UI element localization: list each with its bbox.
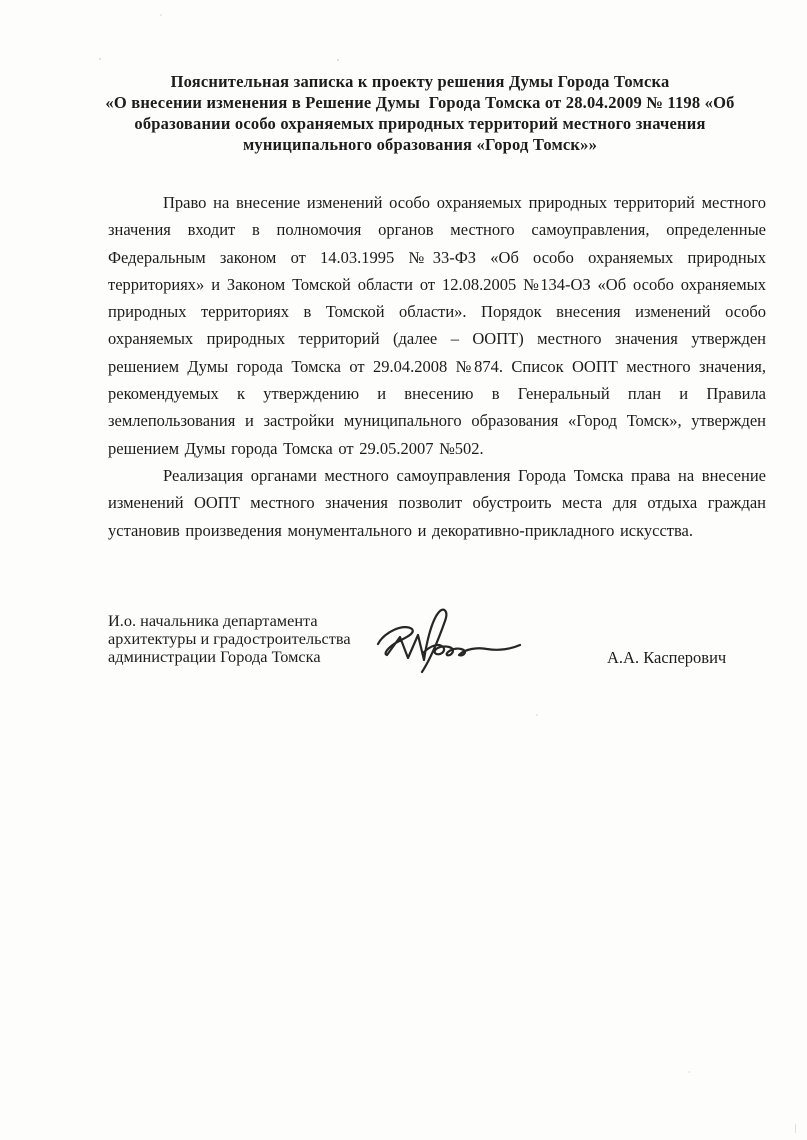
document-title [95, 71, 745, 155]
body-paragraph-1: Право на внесение изменений особо охраняемых природных территорий местного значения входит в полномочия органов местного самоуправления, определенные Федеральным законом от 14.03.1995 №33-ФЗ «Об особо охраняемых природных территориях» и Законом Томской области от 12.08.2005 №134-ОЗ «Об особо охраняемых природных территориях в Томской области». Порядок внесения изменений особо охраняемых природных территорий (далее – ООПТ) местного значения утвержден решением Думы города Томска от 29.04.2008 №874. Список ООПТ местного значения, рекомендуемых к утверждению и внесению в Генеральный план и Правила землепользования и застройки муниципального образования «Город Томск», утвержден решением Думы города Томска от 29.05.2007 №502. [108, 193, 766, 458]
body-paragraph-2: Реализация органами местного самоуправления Города Томска права на внесение изменений ООПТ местного значения позволит обустроить места для отдыха граждан установив произведения монументального и декоративно-прикладного искусства. [108, 465, 766, 540]
scan-speckle [795, 1124, 796, 1133]
scan-speckle [99, 58, 101, 60]
scan-speckle [536, 714, 538, 716]
scan-speckle [688, 1071, 690, 1073]
scan-speckle [337, 59, 339, 61]
signer-name: А.А. Касперович [607, 648, 727, 667]
document-title-line: образовании особо охраняемых природных территорий местного значения [134, 114, 706, 133]
signer-title-line: архитектуры и градостроительства [108, 629, 351, 649]
document-title-line: муниципального образования «Город Томск»» [242, 135, 598, 154]
signer-title-line: администрации Города Томска [108, 647, 321, 667]
document-title-line: «О внесении изменения в Решение Думы Города Томска от 28.04.2009 № 1198 «Об [105, 93, 735, 112]
signer-title-line: И.о. начальника департамента [108, 611, 318, 630]
scan-speckle [160, 14, 162, 16]
document-title-line: Пояснительная записка к проекту решения Думы Города Томска [170, 72, 670, 91]
handwritten-signature-icon [362, 604, 532, 682]
document-body [108, 189, 766, 544]
